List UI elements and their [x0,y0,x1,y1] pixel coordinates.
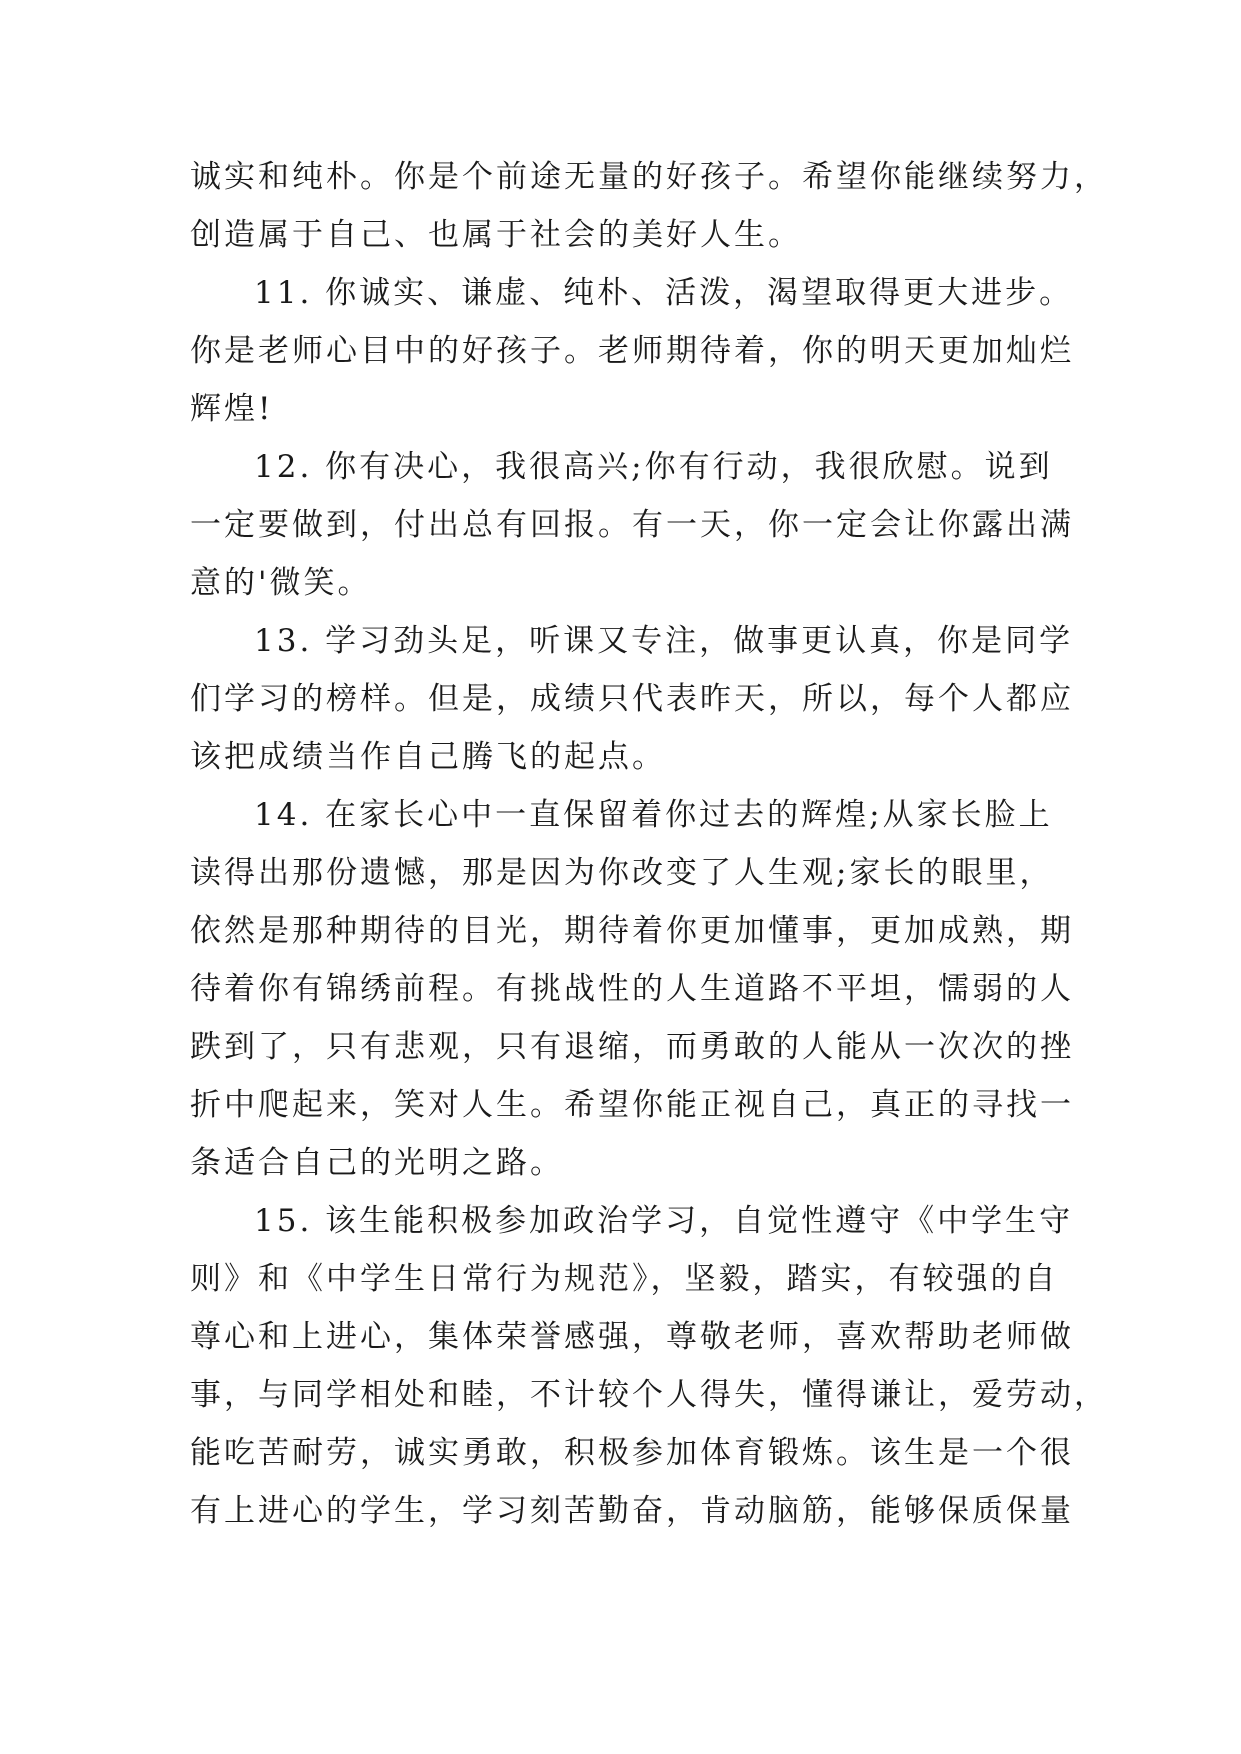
text-line: 折中爬起来，笑对人生。希望你能正视自己，真正的寻找一 [190,1087,1074,1123]
text-line: 读得出那份遗憾，那是因为你改变了人生观;家长的眼里， [190,855,1054,891]
text-line: 创造属于自己、也属于社会的美好人生。 [190,217,802,253]
text-line: 诚实和纯朴。你是个前途无量的好孩子。希望你能继续努力， [190,159,1108,195]
text-line: 跌到了，只有悲观，只有退缩，而勇敢的人能从一次次的挫 [190,1029,1074,1065]
text-line: 12. 你有决心，我很高兴;你有行动，我很欣慰。说到 [254,449,1053,485]
text-line: 待着你有锦绣前程。有挑战性的人生道路不平坦，懦弱的人 [190,971,1074,1007]
text-line: 尊心和上进心，集体荣誉感强，尊敬老师，喜欢帮助老师做 [190,1319,1074,1355]
text-line: 依然是那种期待的目光，期待着你更加懂事，更加成熟，期 [190,913,1074,949]
text-line: 一定要做到，付出总有回报。有一天，你一定会让你露出满 [190,507,1074,543]
document-body [190,148,1108,1540]
text-line: 有上进心的学生，学习刻苦勤奋，肯动脑筋，能够保质保量 [190,1493,1074,1529]
text-line: 事，与同学相处和睦，不计较个人得失，懂得谦让，爱劳动， [190,1377,1108,1413]
text-line: 11. 你诚实、谦虚、纯朴、活泼，渴望取得更大进步。 [254,275,1074,311]
text-line: 15. 该生能积极参加政治学习，自觉性遵守《中学生守 [254,1203,1074,1239]
text-line: 辉煌! [190,391,274,427]
text-line: 能吃苦耐劳，诚实勇敢，积极参加体育锻炼。该生是一个很 [190,1435,1074,1471]
text-line: 则》和《中学生日常行为规范》，坚毅，踏实，有较强的自 [190,1261,1059,1297]
text-line: 你是老师心目中的好孩子。老师期待着，你的明天更加灿烂 [190,333,1074,369]
text-line: 13. 学习劲头足，听课又专注，做事更认真，你是同学 [254,623,1074,659]
text-line: 意的'微笑。 [190,565,372,601]
text-line: 条适合自己的光明之路。 [190,1145,564,1181]
text-line: 14. 在家长心中一直保留着你过去的辉煌;从家长脸上 [254,797,1053,833]
text-line: 们学习的榜样。但是，成绩只代表昨天，所以，每个人都应 [190,681,1074,717]
text-line: 该把成绩当作自己腾飞的起点。 [190,739,666,775]
